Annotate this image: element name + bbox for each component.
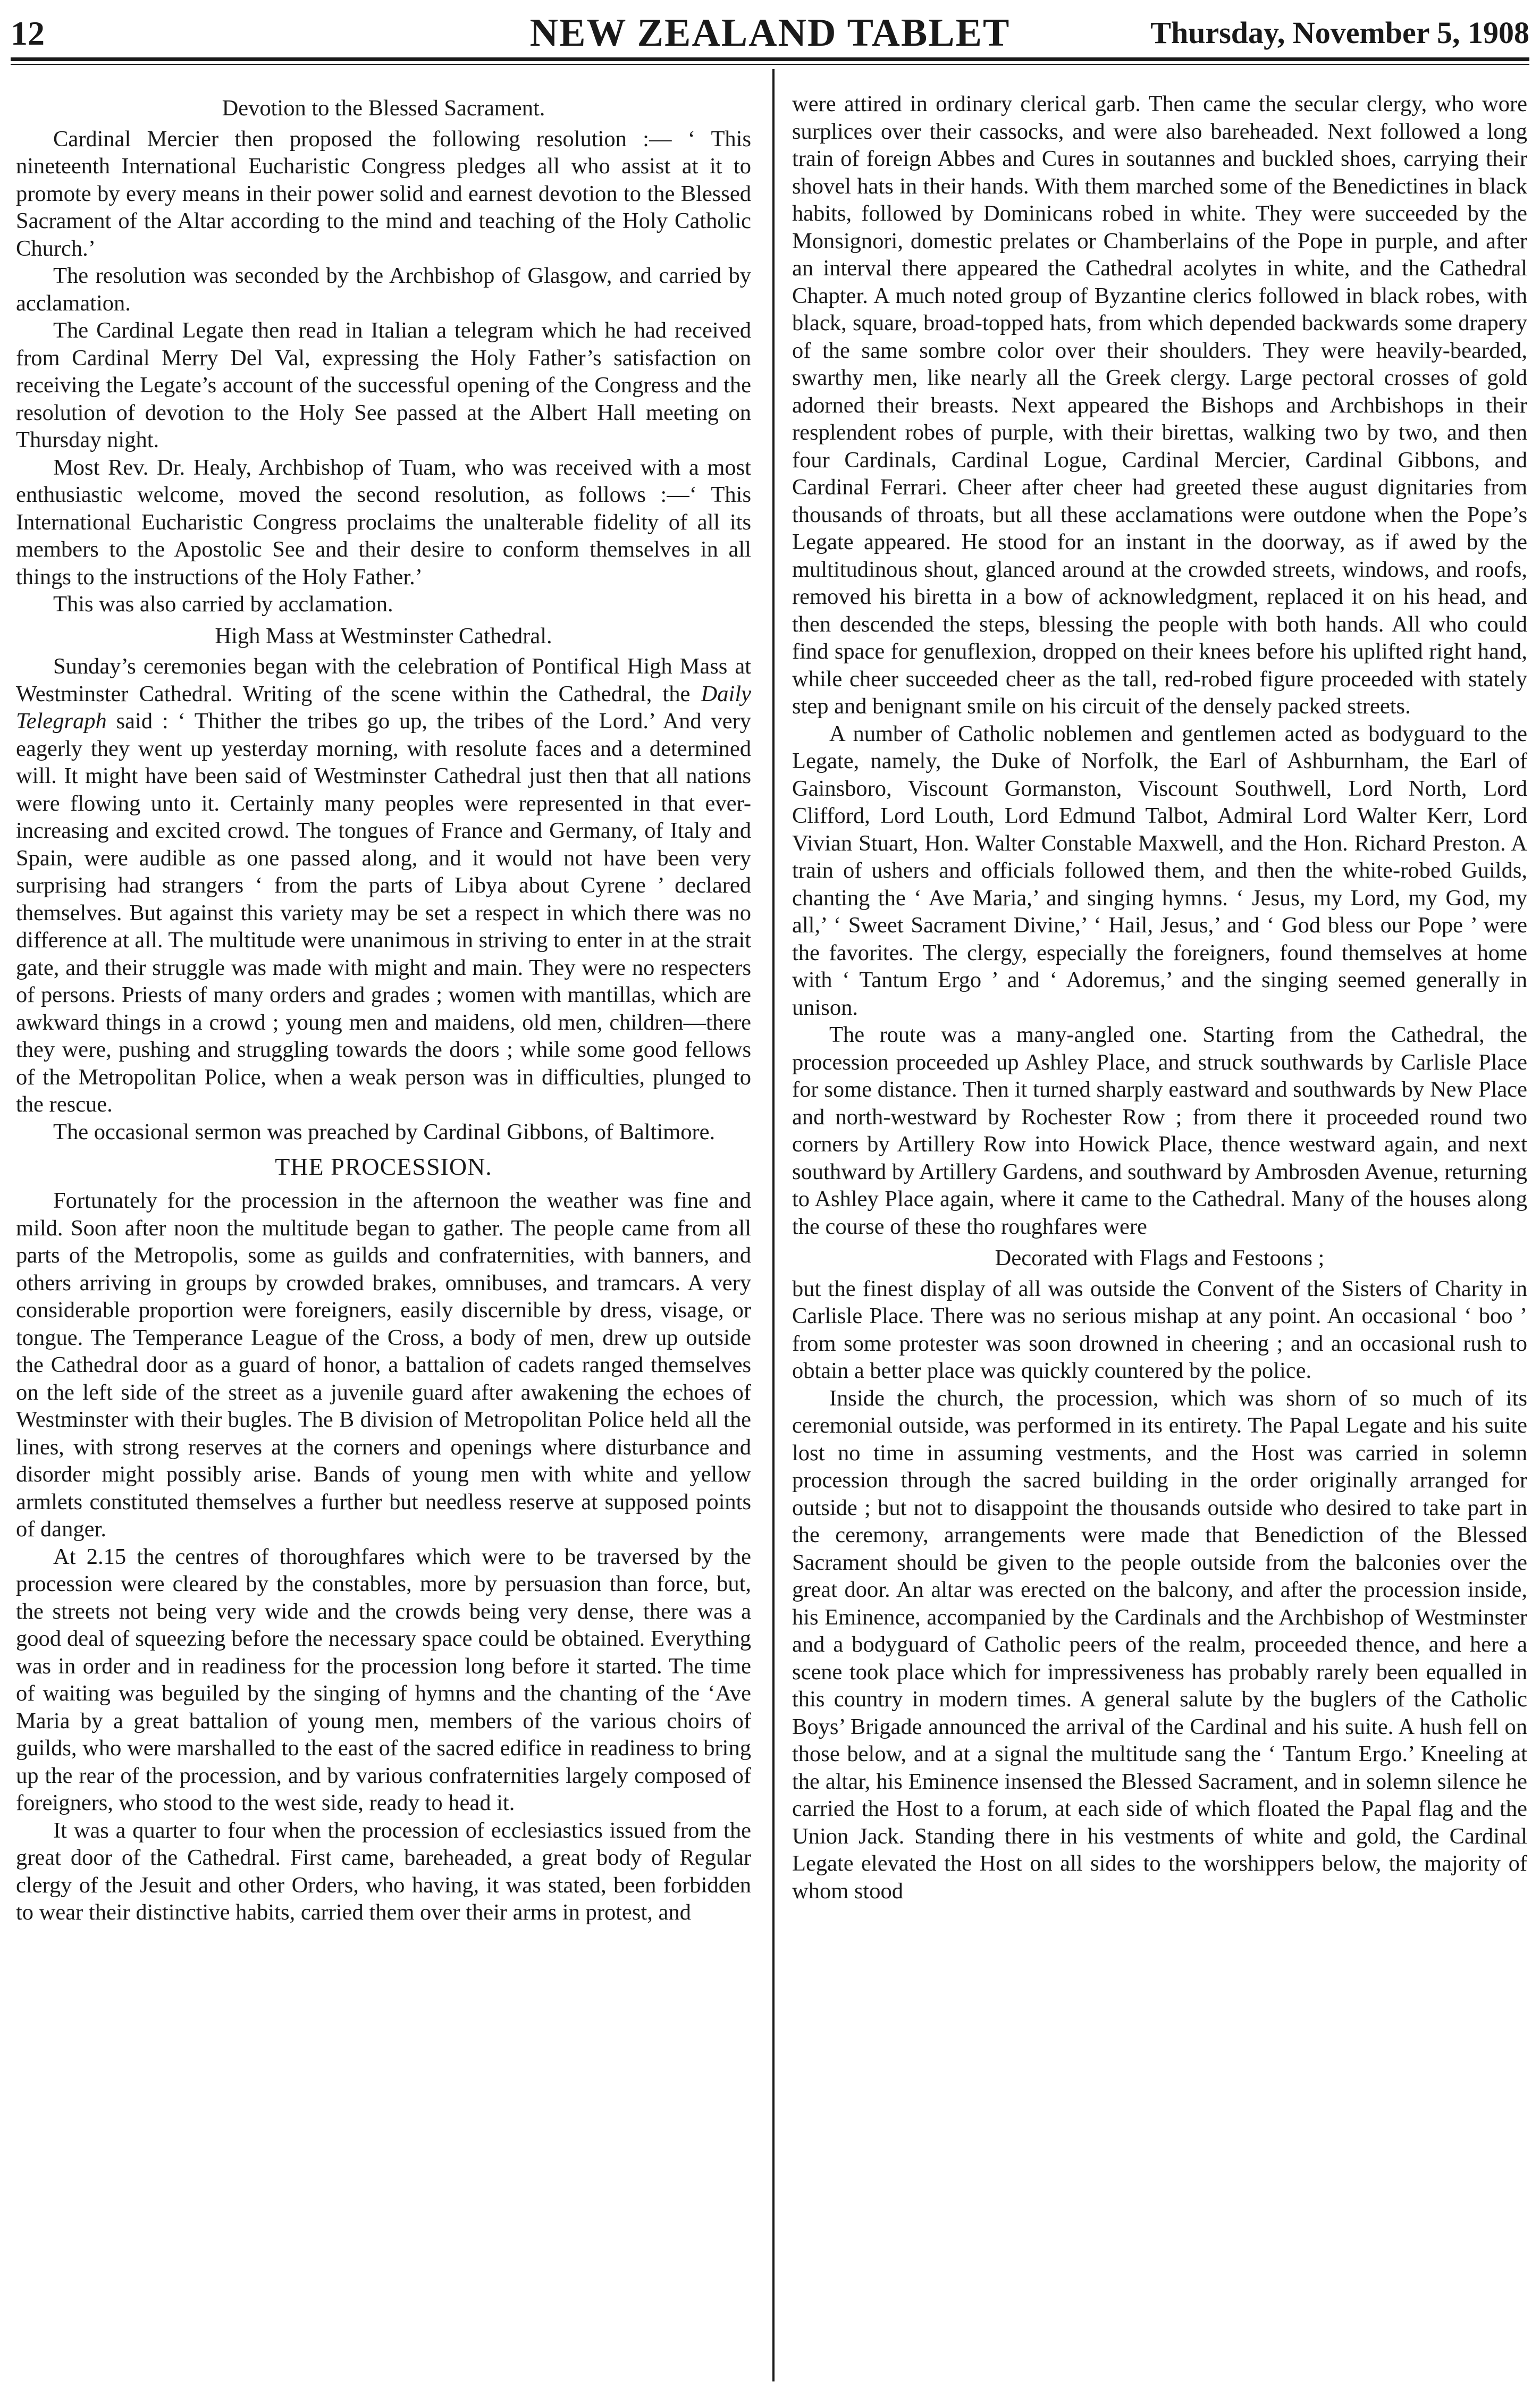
paragraph: but the finest display of all was outside the Convent of the Sisters of Charity in Carlisle Place. There was no serious mishap at any point. An occasional ‘ boo ’ from some protester was soon drowned in cheering ; and an occasional rush to obtain a better place was quickly countered by the police. (792, 1276, 1527, 1383)
paragraph: Most Rev. Dr. Healy, Archbishop of Tuam, who was received with a most enthusiastic welcome, moved the second resolution, as follows :—‘ This International Eucharistic Congress proclaims the unalterable fidelity of all its members to the Apostolic See and their desire to conform themselves in all things to the instructions of the Holy Father.’ (16, 454, 751, 590)
subheading-decorated: Decorated with Flags and Festoons ; (995, 1245, 1325, 1270)
paragraph: It was a quarter to four when the procession of ecclesiastics issued from the great door of the Cathedral. First came, bareheaded, a great body of Regular clergy of the Jesuit and other Orders, who having, it was stated, been forbidden to wear their distinctive habits, carried them over their arms in protest, and (16, 1817, 751, 1925)
page-header (11, 11, 1529, 53)
paragraph: The Cardinal Legate then read in Italian a telegram which he had received from Cardinal Merry Del Val, expressing the Holy Father’s satisfaction on receiving the Legate’s account of the successful opening of the Congress and the resolution of devotion to the Holy See passed at the Albert Hall meeting on Thursday night. (16, 318, 751, 452)
article-column-right (792, 90, 1527, 1905)
section-heading-procession: THE PROCESSION. (275, 1153, 492, 1180)
newspaper-name: Daily Telegraph (16, 681, 751, 734)
paragraph: This was also carried by acclamation. (53, 592, 393, 617)
paragraph: The occasional sermon was preached by Cardinal Gibbons, of Baltimore. (53, 1119, 716, 1144)
issue-date: Thursday, November 5, 1908 (1150, 15, 1529, 50)
paragraph: The route was a many-angled one. Starting from the Cathedral, the procession proceeded up Ashley Place, and struck southwards by Carlisle Place for some distance. Then it turned sharply eastward and southwards by New Place and north-westward by Rochester Row ; from there it proceeded round two corners by Artillery Row into Howick Place, thence westward again, and next southward by Artillery Gardens, and southward by Ambrosden Avenue, returning to Ashley Place again, where it came to the Cathedral. Many of the houses along the course of these tho roughfares were (792, 1022, 1527, 1239)
article-column-left (16, 90, 751, 1926)
paragraph: Fortunately for the procession in the afternoon the weather was fine and mild. Soon after noon the multitude began to gather. The people came from all parts of the Metropolis, some as guilds and confraternities, with banners, and others arriving in groups by crowded brakes, omnibuses, and tramcars. A very considerable proportion were foreigners, easily discernible by dress, visage, or tongue. The Temperance League of the Cross, a body of men, drew up outside the Cathedral door as a guard of honor, a battalion of cadets ranged themselves on the left side of the street as a juvenile guard after awakening the echoes of Westminster with their bugles. The B division of Metropolitan Police held all the lines, with strong reserves at the corners and openings where disturbance and disorder might possibly arise. Bands of young men with white and yellow armlets constituted themselves a further but needless reserve at supposed points of danger. (16, 1188, 751, 1542)
paragraph: were attired in ordinary clerical garb. Then came the secular clergy, who wore surplices over their cassocks, and were also bareheaded. Next followed a long train of foreign Abbes and Cures in soutannes and buckled shoes, carrying their shovel hats in their hands. With them marched some of the Benedictines in black habits, followed by Dominicans robed in white. They were succeeded by the Monsignori, domestic prelates or Chamberlains of the Pope in purple, and after an interval there appeared the Cathedral acolytes in white, and the Cathedral Chapter. A much noted group of Byzantine clerics followed in black robes, with black, square, broad-topped hats, from which depended backwards some drapery of the same sombre color over their shoulders. They were heavily-bearded, swarthy men, like nearly all the Greek clergy. Large pectoral crosses of gold adorned their breasts. Next appeared the Bishops and Archbishops in their resplendent robes of purple, with their birettas, walking two by two, and then four Cardinals, Cardinal Logue, Cardinal Mercier, Cardinal Gibbons, and Cardinal Ferrari. Cheer after cheer had greeted these august dignitaries from thousands of throats, but all these acclamations were outdone when the Pope’s Legate appeared. He stood for an instant in the doorway, as if awed by the multitudinous shout, glanced around at the crowded streets, windows, and roofs, removed his biretta in a bow of acknowledgment, replaced it on his head, and then descended the steps, blessing the people with both hands. All who could find space for genuflexion, dropped on their knees before his uplifted right hand, while cheer succeeded cheer as the tall, red-robed figure proceeded with stately step and benignant smile on his circuit of the densely packed streets. (792, 91, 1527, 719)
page-number: 12 (11, 14, 45, 52)
paragraph: The resolution was seconded by the Archbishop of Glasgow, and carried by acclamation. (16, 263, 751, 316)
masthead-title: NEW ZEALAND TABLET (529, 11, 1011, 55)
paragraph: A number of Catholic noblemen and gentlemen acted as bodyguard to the Legate, namely, the Duke of Norfolk, the Earl of Ashburnham, the Earl of Gainsboro, Viscount Gormanston, Viscount Southwell, Lord North, Lord Clifford, Lord Louth, Lord Edmund Talbot, Admiral Lord Walter Kerr, Lord Vivian Stuart, Hon. Walter Constable Maxwell, and the Hon. Richard Preston. A train of ushers and officials followed them, and then the white-robed Guilds, chanting the ‘ Ave Maria,’ and singing hymns. ‘ Jesus, my Lord, my God, my all,’ ‘ Sweet Sacrament Divine,’ ‘ Hail, Jesus,’ and ‘ God bless our Pope ’ were the favorites. The clergy, especially the foreigners, found themselves at home with ‘ Tantum Ergo ’ and ‘ Adoremus,’ and the singing seemed generally in unison. (792, 721, 1527, 1020)
subheading-devotion: Devotion to the Blessed Sacrament. (222, 96, 545, 121)
paragraph-text: Sunday’s ceremonies began with the celebration of Pontifical High Mass at Westminster Cathedral. Writing of the scene within the Cathedral, the (16, 654, 751, 706)
paragraph: Cardinal Mercier then proposed the following resolution :— ‘ This nineteenth International Eucharistic Congress pledges all who assist at it to promote by every means in their power solid and earnest devotion to the Blessed Sacrament of the Altar according to the mind and teaching of the Holy Catholic Church.’ (16, 126, 751, 261)
paragraph: Inside the church, the procession, which was shorn of so much of its ceremonial outside, was performed in its entirety. The Papal Legate and his suite lost no time in assuming vestments, and the Host was carried in solemn procession through the sacred building in the order originally arranged for outside ; but not to disappoint the thousands outside who desired to take part in the ceremony, arrangements were made that Benediction of the Blessed Sacrament should be given to the people outside from the balconies over the great door. An altar was erected on the balcony, and after the procession inside, his Eminence, accompanied by the Cardinals and the Archbishop of Westminster and a bodyguard of Catholic peers of the realm, proceeded thence, and here a scene took place which for impressiveness has probably rarely been equalled in this country in modern times. A general salute by the buglers of the Catholic Boys’ Brigade announced the arrival of the Cardinal and his suite. A hush fell on those below, and at a signal the multitude sang the ‘ Tantum Ergo.’ Kneeling at the altar, his Eminence insensed the Blessed Sacrament, and in solemn silence he carried the Host to a forum, at each side of which floated the Papal flag and the Union Jack. Standing there in his vestments of white and gold, the Cardinal Legate elevated the Host on all sides to the worshippers below, the majority of whom stood (792, 1385, 1527, 1904)
header-rule-thin (11, 64, 1529, 65)
newspaper-page (11, 11, 1529, 2388)
subheading-high-mass: High Mass at Westminster Cathedral. (215, 623, 552, 649)
column-divider (772, 69, 775, 2381)
paragraph (16, 653, 751, 1118)
header-rule-thick (11, 57, 1529, 61)
paragraph-text: said : ‘ Thither the tribes go up, the tribes of the Lord.’ And very eagerly they went up yesterday morning, with resolute faces and a determined will. It might have been said of Westminster Cathedral just then that all nations were flowing unto it. Certainly many peoples were represented in that ever-increasing and excited crowd. The tongues of France and Germany, of Italy and Spain, were audible as one passed along, and it would not have been very surprising had strangers ‘ from the parts of Libya about Cyrene ’ declared themselves. But against this variety may be set a respect in which there was no difference at all. The multitude were unanimous in striving to enter in at the strait gate, and their struggle was made with might and main. They were no respecters of persons. Priests of many orders and grades ; women with mantillas, which are awkward things in a crowd ; young men and maidens, old men, children—there they were, pushing and struggling towards the doors ; while some good fellows of the Metropolitan Police, when a weak person was in difficulties, plunged to the rescue. (16, 709, 751, 1117)
paragraph: At 2.15 the centres of thoroughfares which were to be traversed by the procession were cleared by the constables, more by persuasion than force, but, the streets not being very wide and the crowds being very dense, there was a good deal of squeezing before the necessary space could be obtained. Everything was in order and in readiness for the procession long before it started. The time of waiting was beguiled by the singing of hymns and the chanting of the ‘Ave Maria by a great battalion of young men, members of the various choirs of guilds, who were marshalled to the east of the sacred edifice in readiness to bring up the rear of the procession, and by various confraternities largely composed of foreigners, who stood to the west side, ready to head it. (16, 1544, 751, 1815)
